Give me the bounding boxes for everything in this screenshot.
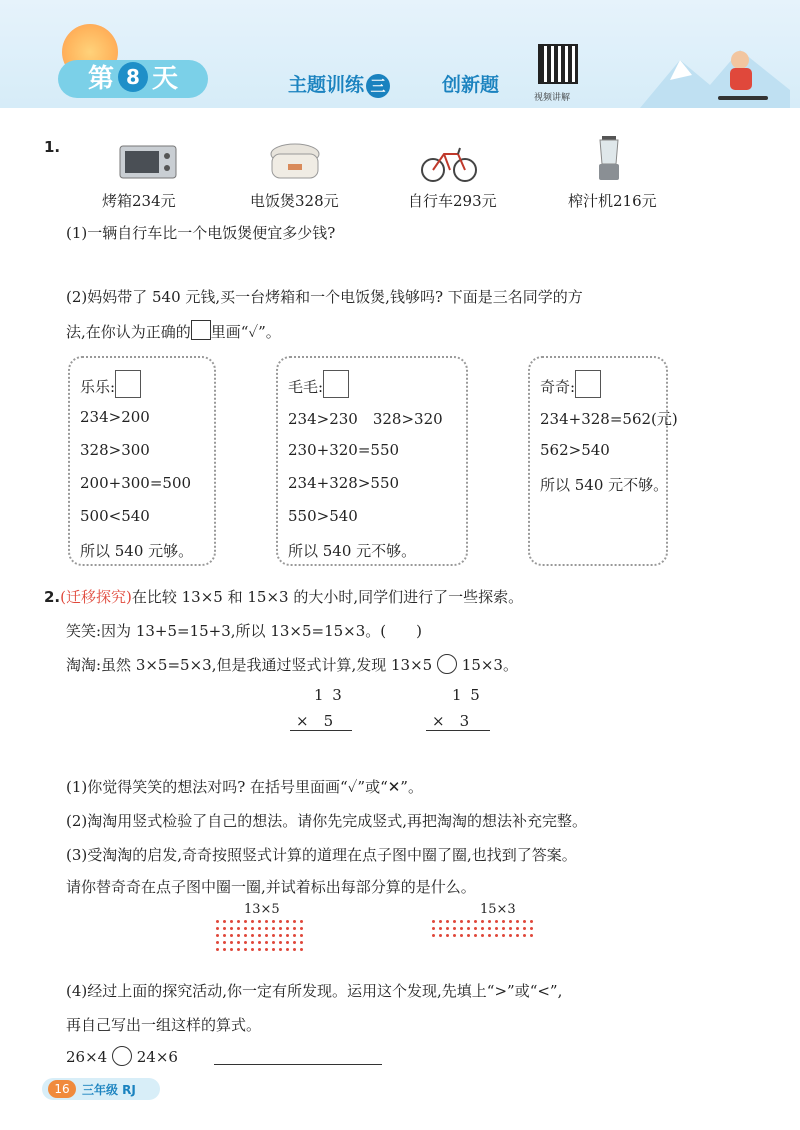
grid-dot: [272, 948, 275, 951]
grid-dot: [502, 927, 505, 930]
q2-p4a: (4)经过上面的探究活动,你一定有所发现。运用这个发现,先填上“>”或“<”,: [66, 982, 563, 1000]
grid-dot: [467, 934, 470, 937]
grid-dot: [488, 934, 491, 937]
grid-dot: [237, 927, 240, 930]
vertical1-top: 1 3: [314, 686, 344, 704]
q2-p4b: 再自己写出一组这样的算式。: [66, 1016, 262, 1034]
grid-dot: [530, 920, 533, 923]
skier-illustration-icon: [640, 30, 790, 108]
method-name-text: 毛毛:: [288, 378, 324, 396]
expression-right: 24×6: [136, 1048, 178, 1066]
grid-dot: [279, 920, 282, 923]
q2-p1: (1)你觉得笑笑的想法对吗? 在括号里面画“✓”或“✕”。: [66, 778, 423, 796]
grid-dot: [495, 927, 498, 930]
q1-number: 1.: [44, 138, 61, 156]
grid-dot: [272, 927, 275, 930]
q1-part2-line2: [66, 320, 281, 342]
grid-dot: [474, 934, 477, 937]
grid-dot: [265, 941, 268, 944]
day-prefix: 第: [88, 64, 115, 94]
method-line: 所以 540 元够。: [80, 542, 194, 560]
grid-dot: [488, 927, 491, 930]
qr-code-icon[interactable]: [538, 44, 578, 84]
q2-p2: (2)淘淘用竖式检验了自己的想法。请你先完成竖式,再把淘淘的想法补充完整。: [66, 812, 588, 830]
grid-dot: [265, 948, 268, 951]
grid-dot: [237, 948, 240, 951]
section-title: [288, 70, 390, 98]
product-label-oven: 烤箱234元: [102, 192, 176, 210]
grid-dot: [523, 934, 526, 937]
grid-dot: [272, 920, 275, 923]
vertical2-bottom: × 3: [432, 712, 470, 730]
grid-dot: [237, 941, 240, 944]
title-number: 三: [366, 74, 390, 98]
q2-taotao-a: 淘淘:虽然 3×5=5×3,但是我通过竖式计算,发现 13×5: [66, 656, 433, 674]
grid-dot: [265, 920, 268, 923]
grid-dot: [293, 948, 296, 951]
grid-dot: [258, 948, 261, 951]
grid-dot: [293, 920, 296, 923]
grid-dot: [244, 948, 247, 951]
grid-dot: [439, 920, 442, 923]
grid-dot: [446, 927, 449, 930]
grid-dot: [460, 934, 463, 937]
q2-number: 2.: [44, 588, 61, 606]
grid-dot: [300, 927, 303, 930]
grid-dot: [523, 920, 526, 923]
grid-dot: [300, 934, 303, 937]
grid-dot: [474, 920, 477, 923]
q1-part2-line1: (2)妈妈带了 540 元钱,买一台烤箱和一个电饭煲,钱够吗? 下面是三名同学的方: [66, 288, 583, 306]
grid-dot: [502, 920, 505, 923]
method-name-text: 奇奇:: [540, 378, 576, 396]
answer-box-lele[interactable]: [115, 370, 141, 398]
grid-dot: [216, 927, 219, 930]
vertical2-line: [426, 730, 490, 731]
q1-part2-text-b: 里画“✓”。: [210, 323, 281, 341]
q2-tag: (迁移探究): [60, 588, 132, 606]
rice-cooker-icon: [268, 140, 322, 184]
compare-circle-2[interactable]: [112, 1046, 132, 1066]
grid-dot: [300, 948, 303, 951]
day-label: [88, 58, 178, 95]
grid-dot: [509, 920, 512, 923]
grid-dot: [258, 927, 261, 930]
method-line: 所以 540 元不够。: [288, 542, 417, 560]
method-name-maomao: [288, 370, 349, 398]
grid-dot: [481, 934, 484, 937]
method-line: 234>200: [80, 408, 150, 426]
method-line: 234+328>550: [288, 474, 400, 492]
method-name-qiqi: [540, 370, 601, 398]
vertical2-top: 1 5: [452, 686, 482, 704]
grid-dot: [230, 934, 233, 937]
grid-dot: [293, 941, 296, 944]
grid-dot: [272, 941, 275, 944]
page-number: 16: [48, 1080, 76, 1098]
grid-dot: [265, 927, 268, 930]
grid-dot: [230, 948, 233, 951]
grid-dot: [432, 927, 435, 930]
grid-dot: [279, 941, 282, 944]
grid-dot: [293, 934, 296, 937]
q2-intro: 在比较 13×5 和 15×3 的大小时,同学们进行了一些探索。: [131, 588, 524, 606]
grid-dot: [216, 941, 219, 944]
grid-dot: [230, 927, 233, 930]
method-line: 550>540: [288, 507, 358, 525]
vertical1-line: [290, 730, 352, 731]
grid-dot: [251, 948, 254, 951]
grid-dot: [230, 920, 233, 923]
q2-xiaoxiao: 笑笑:因为 13+5=15+3,所以 13×5=15×3。( ): [66, 622, 422, 640]
grid-dot: [251, 920, 254, 923]
grid-dot: [481, 927, 484, 930]
grid-dot: [460, 927, 463, 930]
grid-dot: [272, 934, 275, 937]
grid-dot: [300, 941, 303, 944]
grid-dot: [286, 941, 289, 944]
qr-label: 视频讲解: [534, 93, 571, 103]
product-label-juicer: 榨汁机216元: [568, 192, 657, 210]
grid-dot: [523, 927, 526, 930]
title-text: 主题训练: [288, 74, 365, 96]
grid-dot: [251, 934, 254, 937]
q2-taotao-b: 15×3。: [461, 656, 518, 674]
grid-dot: [244, 920, 247, 923]
grid-dot: [453, 934, 456, 937]
q2-header: [44, 586, 523, 607]
method-name-lele: [80, 370, 141, 398]
bicycle-icon: [420, 140, 478, 184]
grid-dot: [216, 948, 219, 951]
answer-line[interactable]: [214, 1064, 382, 1065]
grid-dot: [223, 927, 226, 930]
grid-dot: [216, 920, 219, 923]
grid-dot: [481, 920, 484, 923]
grid-dot: [453, 920, 456, 923]
grid-dot: [223, 934, 226, 937]
q2-taotao: [66, 654, 518, 675]
grid-dot: [279, 927, 282, 930]
grid-dot: [223, 920, 226, 923]
dot-grid-1-label: 13×5: [244, 902, 280, 917]
grid-dot: [258, 920, 261, 923]
grid-dot: [467, 920, 470, 923]
grid-dot: [258, 934, 261, 937]
grid-dot: [279, 934, 282, 937]
day-number: 8: [118, 62, 148, 92]
juicer-icon: [594, 134, 624, 184]
grid-dot: [286, 927, 289, 930]
grid-dot: [244, 941, 247, 944]
grid-dot: [516, 934, 519, 937]
grid-dot: [516, 927, 519, 930]
grid-dot: [432, 934, 435, 937]
grid-dot: [502, 934, 505, 937]
dot-grid-2-label: 15×3: [480, 902, 516, 917]
q2-p3a: (3)受淘淘的启发,奇奇按照竖式计算的道理在点子图中圈了圈,也找到了答案。: [66, 846, 577, 864]
grid-dot: [446, 920, 449, 923]
grid-dot: [446, 934, 449, 937]
grid-dot: [432, 920, 435, 923]
grid-dot: [509, 927, 512, 930]
grid-dot: [237, 920, 240, 923]
method-line: 230+320=550: [288, 441, 400, 459]
product-label-bicycle: 自行车293元: [408, 192, 497, 210]
grid-dot: [467, 927, 470, 930]
grid-dot: [453, 927, 456, 930]
grid-dot: [495, 920, 498, 923]
footer-grade: 三年级 RJ: [82, 1083, 136, 1097]
grid-dot: [216, 934, 219, 937]
method-line: 234>230 328>320: [288, 410, 443, 428]
grid-dot: [516, 920, 519, 923]
grid-dot: [530, 927, 533, 930]
grid-dot: [223, 948, 226, 951]
grid-dot: [474, 927, 477, 930]
grid-dot: [258, 941, 261, 944]
compare-circle-1[interactable]: [437, 654, 457, 674]
grid-dot: [300, 920, 303, 923]
q2-expression: [66, 1046, 178, 1066]
q1-part1: (1)一辆自行车比一个电饭煲便宜多少钱?: [66, 224, 336, 242]
grid-dot: [530, 934, 533, 937]
answer-box-sample: [191, 320, 211, 340]
method-line: 500<540: [80, 507, 150, 525]
expression-left: 26×4: [66, 1048, 108, 1066]
day-suffix: 天: [152, 64, 179, 94]
q1-part2-text-a: 法,在你认为正确的: [66, 323, 191, 341]
grid-dot: [293, 927, 296, 930]
grid-dot: [279, 948, 282, 951]
product-label-rice-cooker: 电饭煲328元: [250, 192, 339, 210]
grid-dot: [286, 948, 289, 951]
vertical1-bottom: × 5: [296, 712, 334, 730]
grid-dot: [244, 934, 247, 937]
section-subtitle: 创新题: [442, 74, 500, 96]
q2-p3b: 请你替奇奇在点子图中圈一圈,并试着标出每部分算的是什么。: [66, 878, 476, 896]
grid-dot: [251, 941, 254, 944]
method-name-text: 乐乐:: [80, 378, 116, 396]
grid-dot: [488, 920, 491, 923]
method-line: 200+300=500: [80, 474, 192, 492]
method-line: 所以 540 元不够。: [540, 476, 669, 494]
grid-dot: [286, 934, 289, 937]
grid-dot: [265, 934, 268, 937]
grid-dot: [439, 927, 442, 930]
method-line: 328>300: [80, 441, 150, 459]
oven-icon: [118, 142, 178, 182]
grid-dot: [439, 934, 442, 937]
grid-dot: [251, 927, 254, 930]
method-line: 234+328=562(元): [540, 410, 678, 428]
answer-box-maomao[interactable]: [323, 370, 349, 398]
grid-dot: [230, 941, 233, 944]
grid-dot: [460, 920, 463, 923]
grid-dot: [237, 934, 240, 937]
grid-dot: [286, 920, 289, 923]
grid-dot: [223, 941, 226, 944]
method-line: 562>540: [540, 441, 610, 459]
grid-dot: [509, 934, 512, 937]
answer-box-qiqi[interactable]: [575, 370, 601, 398]
grid-dot: [495, 934, 498, 937]
grid-dot: [244, 927, 247, 930]
